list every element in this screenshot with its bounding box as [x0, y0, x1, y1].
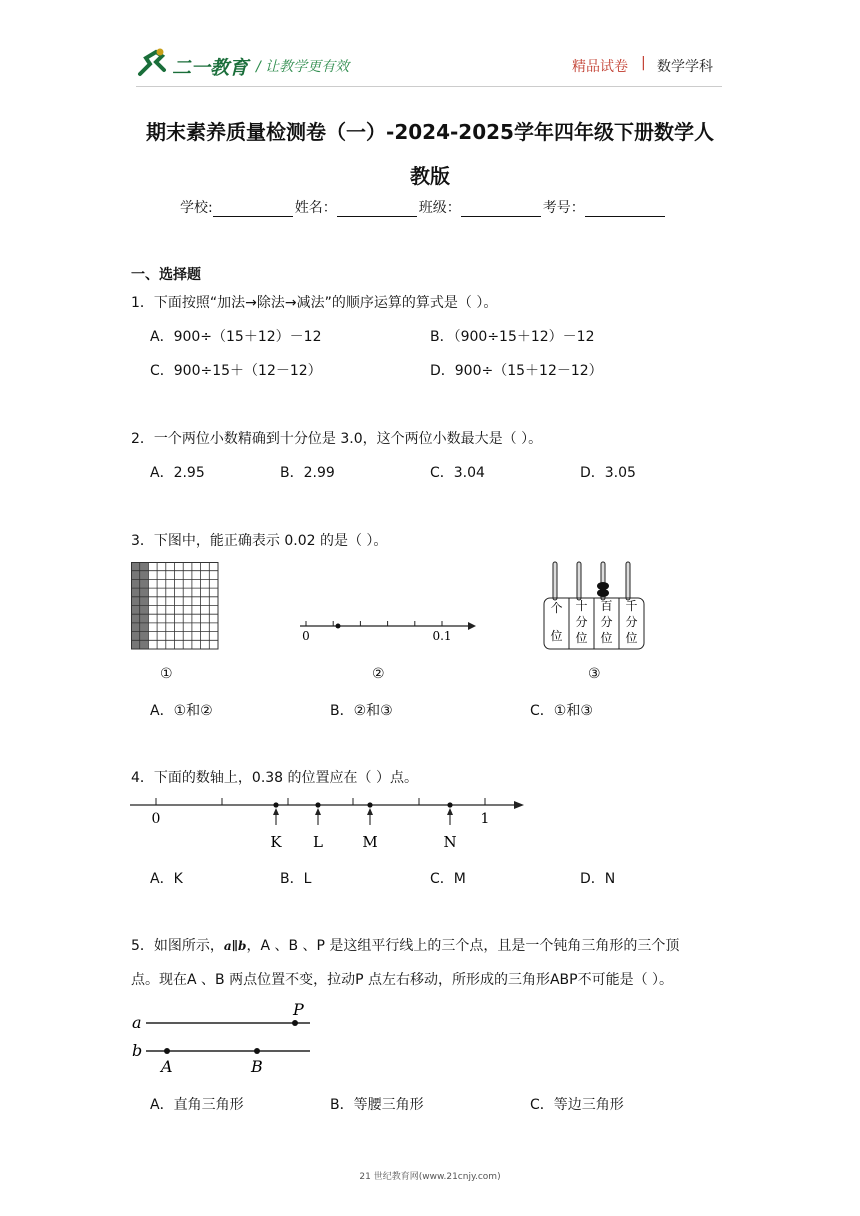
school-blank[interactable]: [213, 202, 293, 217]
abacus-label-tenths: 十分位: [575, 599, 588, 645]
q4-axis-one: 1: [480, 811, 490, 827]
name-blank[interactable]: [337, 202, 417, 217]
q3-option-c[interactable]: C．①和③: [530, 703, 593, 719]
runner-logo-icon: [136, 48, 170, 78]
q5-option-a[interactable]: A．直角三角形: [150, 1097, 244, 1113]
q3-figure-label-2: ②: [372, 666, 385, 682]
abacus-figure: [540, 560, 650, 652]
q4-point-k: [273, 802, 278, 807]
q5-stem-prefix: 5．如图所示，: [131, 938, 224, 954]
q4-option-c[interactable]: C．M: [430, 871, 466, 887]
q1-option-d[interactable]: D．900÷（15＋12－12）: [430, 363, 603, 379]
q1-option-b[interactable]: B．（900÷15＋12）－12: [430, 329, 595, 345]
name-label: 姓名：: [294, 200, 337, 216]
q5-stem-line-2: 点。现在A 、B 两点位置不变，拉动P 点左右移动，所形成的三角形ABP不可能是（ ）。: [131, 972, 674, 988]
number-line-point: [336, 624, 341, 629]
point-a: [164, 1048, 170, 1054]
abacus-label-ones: 个位: [550, 601, 563, 643]
q1-stem: 1．下面按照“加法→除法→减法”的顺序运算的算式是（ ）。: [131, 295, 498, 311]
exam-no-label: 考号：: [542, 200, 585, 216]
q2-option-a[interactable]: A．2.95: [150, 465, 205, 481]
number-line-zero: 0: [302, 629, 310, 643]
q3-figure-label-3: ③: [588, 666, 601, 682]
q4-option-b[interactable]: B．L: [280, 871, 312, 887]
hundred-grid-figure: [131, 562, 219, 650]
label-a-line: a: [132, 1013, 142, 1032]
q4-point-label-k: K: [270, 833, 282, 851]
q5-stem-rest: ，A 、B 、P 是这组平行线上的三个点，且是一个钝角三角形的三个顶: [246, 938, 680, 954]
number-line-end: 0.1: [432, 629, 452, 643]
abacus-bead: [597, 589, 609, 597]
label-b: B: [251, 1057, 263, 1076]
q5-option-b[interactable]: B．等腰三角形: [330, 1097, 424, 1113]
q2-stem: 2．一个两位小数精确到十分位是 3.0，这个两位小数最大是（ ）。: [131, 431, 543, 447]
header-divider: [136, 86, 722, 87]
q4-point-m: [367, 802, 372, 807]
header-premium-label: 精品试卷: [572, 59, 628, 75]
q5-option-c[interactable]: C．等边三角形: [530, 1097, 624, 1113]
q4-point-label-l: L: [313, 833, 323, 851]
q3-option-a[interactable]: A．①和②: [150, 703, 213, 719]
exam-no-blank[interactable]: [585, 202, 665, 217]
q4-point-label-m: M: [362, 833, 378, 851]
q4-axis-zero: 0: [151, 811, 161, 827]
label-b-line: b: [132, 1041, 143, 1060]
student-info-line: [180, 197, 667, 217]
slogan: / 让教学更有效: [256, 59, 350, 75]
label-p: P: [293, 1000, 304, 1019]
q4-point-l: [315, 802, 320, 807]
point-b: [254, 1048, 260, 1054]
q4-arrowhead-n: [447, 808, 453, 815]
section-heading: 一、选择题: [131, 267, 201, 283]
number-line-figure: [296, 612, 481, 648]
abacus-bead: [597, 582, 609, 590]
q2-option-d[interactable]: D．3.05: [580, 465, 636, 481]
abacus-label-hundredths: 百分位: [600, 599, 613, 645]
q2-option-c[interactable]: C．3.04: [430, 465, 485, 481]
q5-parallel-symbol: a∥b: [223, 939, 247, 953]
school-label: 学校:: [180, 200, 213, 216]
q4-point-label-n: N: [443, 833, 457, 851]
q5-stem-line-1: [131, 935, 679, 955]
page-footer: 21 世纪教育网(www.21cnjy.com): [359, 1172, 501, 1182]
page-title-line-2: 教版: [410, 164, 450, 188]
q3-option-b[interactable]: B．②和③: [330, 703, 393, 719]
q4-option-d[interactable]: D．N: [580, 871, 616, 887]
abacus-label-thousandths: 千分位: [625, 599, 638, 645]
class-label: 班级：: [418, 200, 461, 216]
q1-option-a[interactable]: A．900÷（15＋12）－12: [150, 329, 322, 345]
page-title-line-1: 期末素养质量检测卷（一）-2024-2025学年四年级下册数学人: [146, 120, 714, 144]
q2-option-b[interactable]: B．2.99: [280, 465, 335, 481]
q1-option-c[interactable]: C．900÷15＋（12－12）: [150, 363, 322, 379]
point-p: [292, 1020, 298, 1026]
q3-figure-label-1: ①: [160, 666, 173, 682]
q3-stem: 3．下图中，能正确表示 0.02 的是（ ）。: [131, 533, 388, 549]
header-separator: |: [641, 55, 646, 71]
q4-option-a[interactable]: A．K: [150, 871, 183, 887]
header-subject-label: 数学学科: [657, 59, 713, 75]
q4-point-n: [447, 802, 452, 807]
q4-arrowhead-m: [367, 808, 373, 815]
q4-arrowhead-k: [273, 808, 279, 815]
q4-number-line-figure: [128, 795, 528, 855]
class-blank[interactable]: [461, 202, 541, 217]
q4-stem: 4．下面的数轴上，0.38 的位置应在（ ）点。: [131, 770, 418, 786]
parallel-lines-figure: [128, 1000, 328, 1080]
q4-arrowhead-l: [315, 808, 321, 815]
label-a: A: [161, 1057, 173, 1076]
logo-text: 二一教育: [172, 57, 249, 79]
